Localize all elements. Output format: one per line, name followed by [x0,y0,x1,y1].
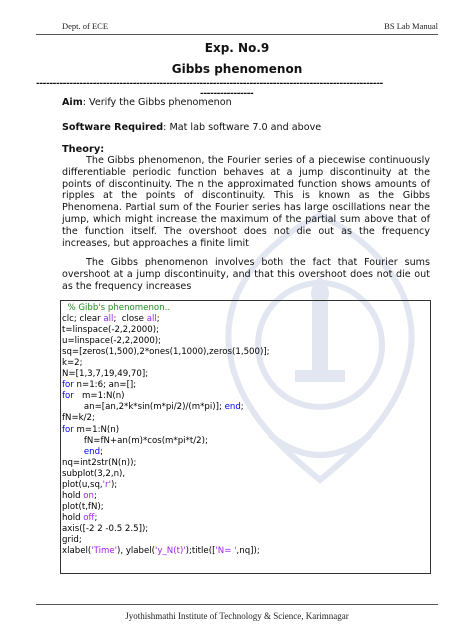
theory-paragraph-2: The Gibbs phenomenon involves both the fact that Fourier sums overshoot at a jump discontinuity, and that this overshoot does not die out as the frequency increases [62,257,430,292]
matlab-code-listing [62,303,270,557]
code-line [62,458,270,469]
code-token: an=[an,2*k*sin(m*pi/2)/(m*pi)]; [62,402,225,413]
code-token: ; [156,314,160,325]
theory-heading: Theory: [62,144,105,155]
code-token: for [62,391,74,402]
header-manual: BS Lab Manual [384,21,438,31]
code-line [62,358,270,369]
code-token: ; close [113,314,147,325]
code-line [62,413,270,424]
code-token: end [224,402,241,413]
code-line [62,502,270,513]
aim-text: : Verify the Gibbs phenomenon [82,97,232,108]
code-token: ; [94,512,98,523]
code-token: plot(u,sq, [62,479,103,490]
code-line [62,314,270,325]
code-token: 'y_N(t)' [155,546,186,557]
code-line [62,447,270,458]
code-token: 'N= ' [215,546,237,557]
code-token: 'Time' [91,546,117,557]
aim-section [62,97,232,108]
code-line [62,480,270,491]
code-line [62,513,270,524]
code-line [62,469,270,480]
footer-institution: Jyothishmathi Institute of Technology & Science, Karimnagar [125,611,349,621]
header-rule [36,34,438,35]
code-line [62,325,270,336]
code-token: u=linspace(-2,2,2000); [62,336,162,347]
separator-line: -------------------------------------------------------------------------------------------------------- [36,79,383,89]
code-token: k=2; [62,358,83,369]
code-token: for [62,380,74,391]
experiment-number: Exp. No.9 [204,41,270,55]
code-token: fN=k/2; [62,413,95,424]
code-token: t=linspace(-2,2,2000); [62,325,159,336]
separator-line-continued: ---------------- [200,89,254,99]
code-line [62,336,270,347]
code-token: xlabel( [62,546,92,557]
code-token: % Gibb's phenomenon.. [62,303,171,313]
code-line [62,491,270,502]
code-token: ); [110,479,118,490]
code-token: N=[1,3,7,19,49,70]; [62,369,149,380]
code-token: end [83,446,101,457]
code-line [62,303,270,314]
code-token: clc; clear [62,314,104,325]
code-token: on [83,490,94,501]
code-line [62,546,270,557]
code-token: nq=int2str(N(n)); [62,457,137,468]
code-token: plot(t,fN); [62,501,104,512]
aim-label: Aim [62,97,83,108]
code-token: grid; [62,534,82,545]
code-token: m=1:N(n) [73,391,125,402]
experiment-title: Gibbs phenomenon [171,62,303,76]
footer-rule [36,604,438,605]
code-token: all [146,314,157,325]
code-line [62,402,270,413]
code-token: ), ylabel( [117,546,156,557]
code-token: fN=fN+an(m)*cos(m*pi*t/2); [62,435,208,446]
software-text: : Mat lab software 7.0 and above [163,122,322,133]
code-token: axis([-2 2 -0.5 2.5]); [62,523,149,534]
code-token: for [62,424,74,435]
code-token: ; [94,490,97,501]
code-token [62,447,84,457]
code-line [62,436,270,447]
code-token: sq=[zeros(1,500),2*ones(1,1000),zeros(1,500)]; [62,347,270,358]
code-token: hold [62,490,84,501]
code-line [62,425,270,436]
code-token: m=1:N(n) [73,424,120,435]
code-token: ,nq]); [236,546,260,557]
code-token: off [83,512,95,523]
code-line [62,369,270,380]
code-token: ; [100,446,103,457]
theory-paragraph-1: The Gibbs phenomenon, the Fourier series of a piecewise continuously differentiable periodic function behaves at a jump discontinuity at the points of discontinuity. The n the approximated function shows amounts of ripples at the points of discontinuity. This is known as the Gibbs Phenomena. Partial sum of the Fourier series has large oscillations near the jump, which might increase the maximum of the partial sum above that of the function itself. The overshoot does not die out as the frequency increases, but approaches a finite limit [62,155,430,249]
code-token: ; [240,402,244,413]
header-dept: Dept. of ECE [62,21,109,31]
code-token: 'r' [102,479,111,490]
code-line [62,524,270,535]
code-token: all [103,314,114,325]
software-section [62,122,321,133]
code-line [62,535,270,546]
code-token: n=1:6; an=[]; [73,380,137,391]
software-label: Software Required [62,122,164,133]
code-token: );title([ [185,546,216,557]
code-line [62,391,270,402]
code-token: hold [62,512,84,523]
code-token: subplot(3,2,n), [62,468,126,479]
code-line [62,380,270,391]
code-line [62,347,270,358]
